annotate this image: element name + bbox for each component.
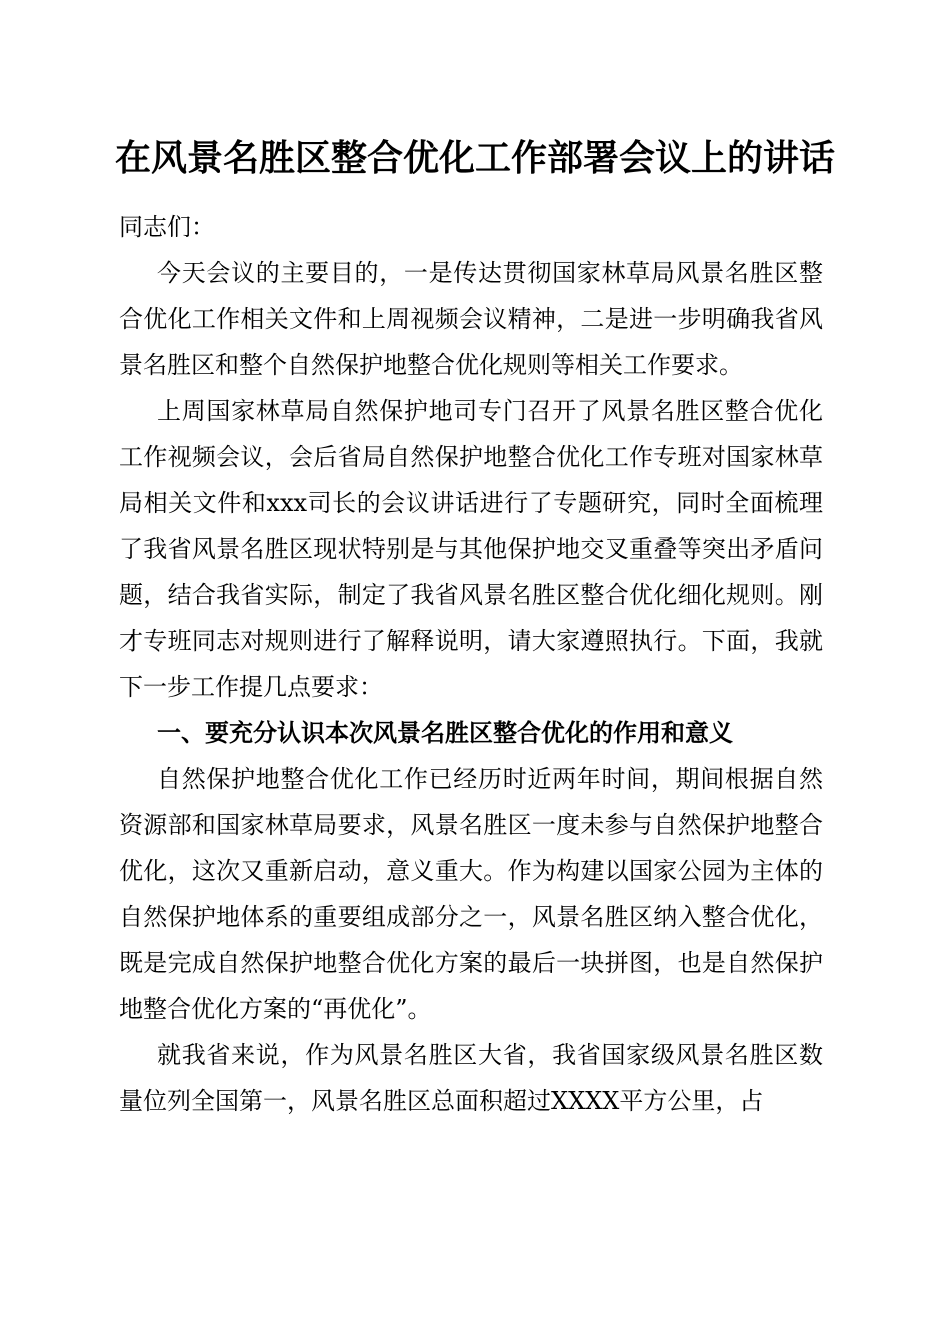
paragraph-intro: 今天会议的主要目的，一是传达贯彻国家林草局风景名胜区整合优化工作相关文件和上周视频会议精神，二是进一步明确我省风景名胜区和整个自然保护地整合优化规则等相关工作要求。: [119, 259, 823, 379]
paragraph-background: 上周国家林草局自然保护地司专门召开了风景名胜区整合优化工作视频会议，会后省局自然保护地整合优化工作专班对国家林草局相关文件和xxx司长的会议讲话进行了专题研究，同时全面梳理了我省风景名胜区现状特别是与其他保护地交叉重叠等突出矛盾问题，结合我省实际，制定了我省风景名胜区整合优化细化规则。刚才专班同志对规则进行了解释说明，请大家遵照执行。下面，我就下一步工作提几点要求：: [119, 397, 823, 701]
document-title: 在风景名胜区整合优化工作部署会议上的讲话: [114, 137, 835, 179]
document-body: [119, 204, 823, 1124]
section-heading-1: 一、要充分认识本次风景名胜区整合优化的作用和意义: [157, 719, 733, 747]
paragraph-significance: 自然保护地整合优化工作已经历时近两年时间，期间根据自然资源部和国家林草局要求，风景名胜区一度未参与自然保护地整合优化，这次又重新启动，意义重大。作为构建以国家公园为主体的自然保护地体系的重要组成部分之一，风景名胜区纳入整合优化，既是完成自然保护地整合优化方案的最后一块拼图，也是自然保护地整合优化方案的“再优化”。: [119, 765, 823, 1023]
paragraph-province: 就我省来说，作为风景名胜区大省，我省国家级风景名胜区数量位列全国第一，风景名胜区总面积超过XXXX平方公里，占: [119, 1041, 823, 1115]
salutation: 同志们：: [119, 213, 215, 241]
